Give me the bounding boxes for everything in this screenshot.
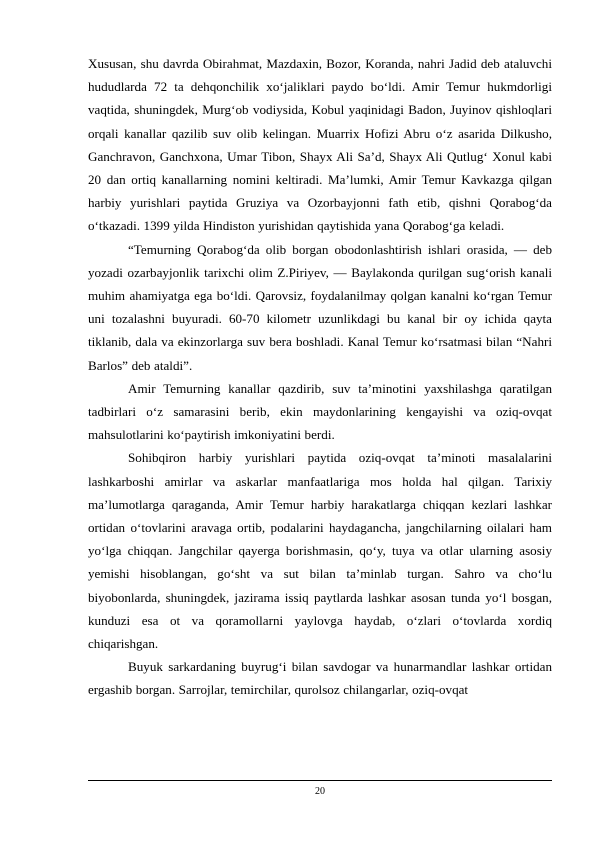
paragraph-2: “Temurning Qorabog‘da olib borgan obodonlashtirish ishlari orasida, — deb yozadi ozarbayjonlik tarixchi olim Z.Piriyev, — Baylakonda qurilgan sug‘orish kanali muhim ahamiyatga ega bo‘ldi. Qarovsiz, foydalanilmay qolgan kanalni ko‘rgan Temur uni tozalashni buyuradi. 60-70 kilometr uzunlikdagi bu kanal bir oy ichida qayta tiklanib, dala va ekinzorlarga suv bera boshladi. Kanal Temur ko‘rsatmasi bilan “Nahri Barlos” deb ataldi”. xyxy=(88,241,552,373)
paragraph-3: Amir Temurning kanallar qazdirib, suv ta’minotini yaxshilashga qaratilgan tadbirlari o‘z samarasini berib, ekin maydonlarining kengayishi va oziq-ovqat mahsulotlarini ko‘paytirish imkoniyatini berdi. xyxy=(88,380,552,443)
paragraph-5: Buyuk sarkardaning buyrug‘i bilan savdogar va hunarmandlar lashkar ortidan ergashib borgan. Sarrojlar, temirchilar, qurolsoz chilangarlar, oziq-ovqat xyxy=(88,659,552,698)
paragraph-4: Sohibqiron harbiy yurishlari paytida oziq-ovqat ta’minoti masalalarini lashkarboshi amirlar va askarlar manfaatlariga mos holda hal qilgan. Tarixiy ma’lumotlarga qaraganda, Amir Temur harbiy harakatlarga chiqqan kezlari lashkar ortidan o‘tovlarini aravaga ortib, podalarini haydagancha, jangchilarning oilalari ham yo‘lga chiqqan. Jangchilar qayerga borishmasin, qo‘y, tuya va otlar ularning asosiy yemishi hisoblangan, go‘sht va sut bilan ta’minlab turgan. Sahro va cho‘lu biyobonlarda, shuningdek, jazirama issiq paytlarda lashkar asosan tunda yo‘l bosgan, kunduzi esa ot va qoramollarni yaylovga haydab, o‘zlari o‘tovlarda xordiq chiqarishgan. xyxy=(88,450,552,652)
paragraph-1: Xususan, shu davrda Obirahmat, Mazdaxin, Bozor, Koranda, nahri Jadid deb ataluvchi hududlarda 72 ta dehqonchilik xo‘jaliklari paydo bo‘ldi. Amir Temur hukmdorligi vaqtida, shuningdek, Murg‘ob vodiysida, Kobul yaqinidagi Badon, Juyinov qishloqlari orqali kanallar qazilib suv olib kelingan. Muarrix Hofizi Abru o‘z asarida Dilkusho, Ganchravon, Ganchxona, Umar Tibon, Shayx Ali Sa’d, Shayx Ali Qutlug‘ Xonul kabi 20 dan ortiq kanallarning nomini keltiradi. Ma’lumki, Amir Temur Kavkazga qilgan harbiy yurishlari paytida Gruziya va Ozorbayjonni fath etib, qishni Qorabog‘da o‘tkazadi. 1399 yilda Hindiston yurishidan qaytishida yana Qorabog‘ga keladi. xyxy=(88,56,552,234)
body-text xyxy=(88,52,552,702)
page-number: 20 xyxy=(315,786,325,797)
footer-divider xyxy=(88,780,552,781)
